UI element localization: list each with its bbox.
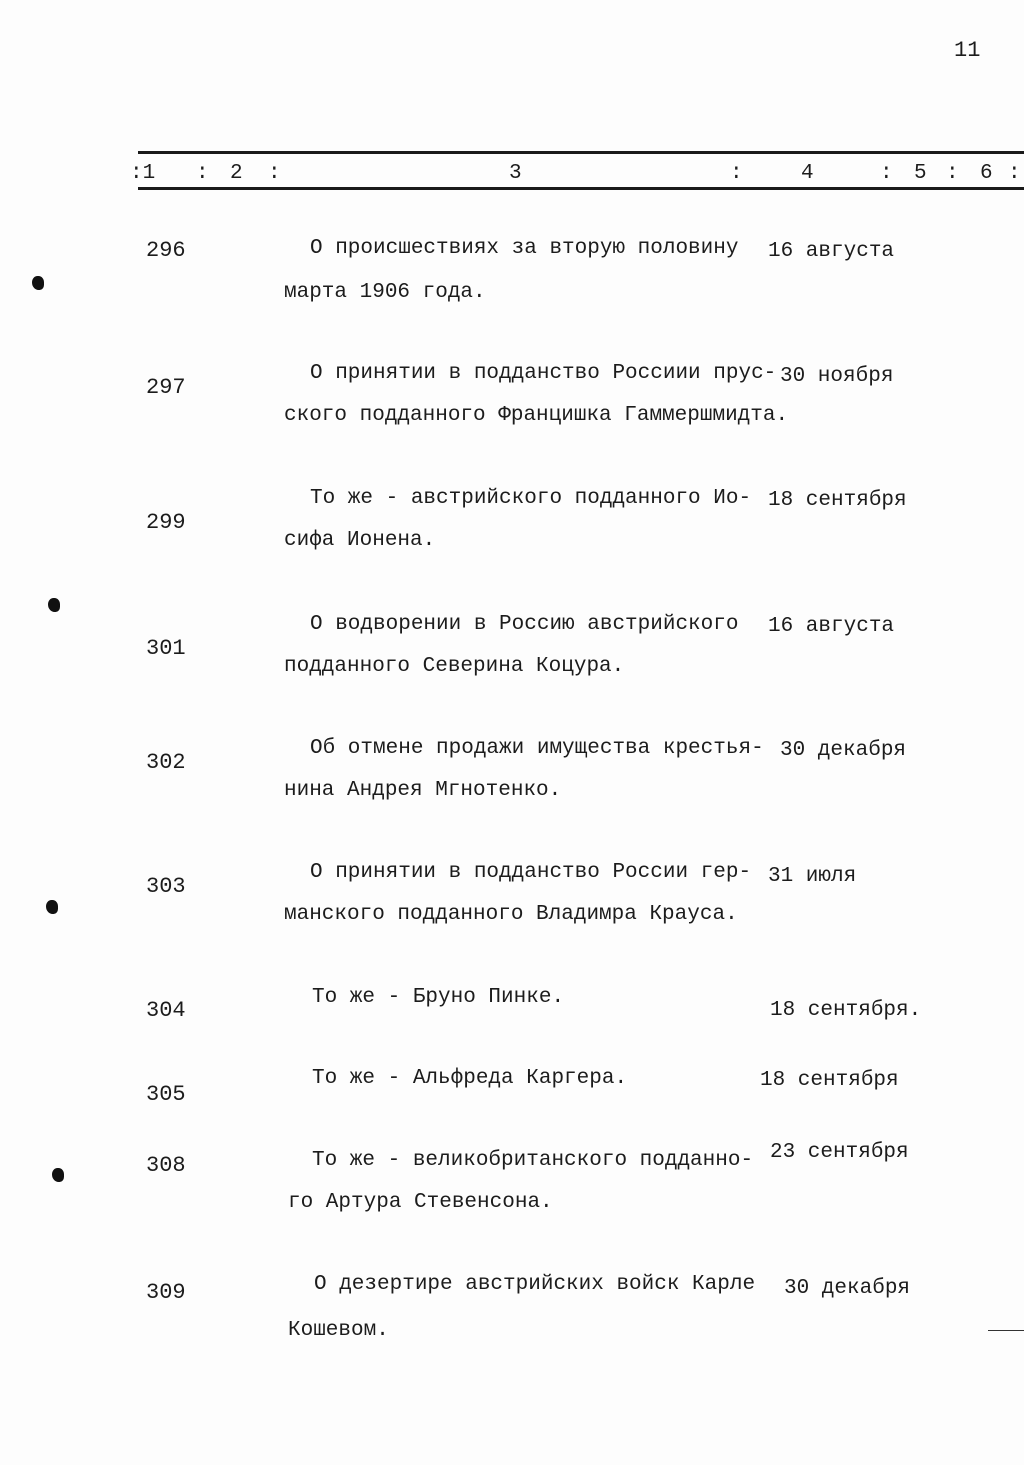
row-number: 302 [146, 750, 186, 775]
row-date: 18 сентября [768, 489, 907, 512]
row-date: 30 ноября [780, 365, 894, 388]
row-title: О водворении в Россию австрийского [310, 613, 739, 636]
punch-hole-mark [48, 598, 60, 612]
row-title-cont: го Артура Стевенсона. [288, 1191, 553, 1214]
col-3-label: 3 [509, 162, 522, 185]
col-separator: : [730, 162, 743, 185]
header-bottom-rule [138, 187, 1024, 190]
col-separator: : [946, 162, 959, 185]
row-date: 16 августа [768, 615, 895, 638]
punch-hole-mark [46, 900, 58, 914]
row-title: О дезертире австрийских войск Карле [314, 1273, 756, 1296]
col-separator: : [268, 162, 281, 185]
row-date: 16 августа [768, 240, 895, 263]
row-title: То же - Альфреда Каргера. [312, 1067, 628, 1090]
row-title-cont: подданного Северина Коцура. [284, 655, 625, 678]
row-title: Об отмене продажи имущества крестья- [310, 737, 764, 760]
col-separator: : [1008, 162, 1021, 185]
row-title: О принятии в подданство России гер- [310, 861, 752, 884]
punch-hole-mark [52, 1168, 64, 1182]
row-date: 30 декабря [784, 1277, 911, 1300]
col-5-label: 5 [914, 162, 927, 185]
row-date: 30 декабря [780, 739, 907, 762]
row-title-cont: сифа Ионена. [284, 529, 436, 552]
row-date: 18 сентября [760, 1069, 899, 1092]
row-title-cont: марта 1906 года. [284, 281, 486, 304]
row-title-cont: нина Андрея Мгнотенко. [284, 779, 562, 802]
header-top-rule [138, 151, 1024, 154]
row-number: 299 [146, 510, 186, 535]
page-number: 11 [954, 38, 981, 63]
row-number: 309 [146, 1280, 186, 1305]
row-title: То же - Бруно Пинке. [312, 986, 565, 1009]
edge-line [988, 1330, 1024, 1331]
row-title: То же - великобританского подданно- [312, 1149, 754, 1172]
row-number: 308 [146, 1153, 186, 1178]
row-date: 23 сентября [770, 1141, 909, 1164]
col-separator: : [196, 162, 209, 185]
row-number: 297 [146, 375, 186, 400]
col-1-label: :1 [130, 162, 156, 185]
row-number: 305 [146, 1082, 186, 1107]
row-title: О происшествиях за вторую половину [310, 237, 739, 260]
row-title-cont: манского подданного Владимра Крауса. [284, 903, 738, 926]
row-title: О принятии в подданство Россиии прус- [310, 362, 777, 385]
col-separator: : [880, 162, 893, 185]
col-2-label: 2 [230, 162, 243, 185]
col-4-label: 4 [801, 162, 814, 185]
row-number: 303 [146, 874, 186, 899]
row-title-cont: Кошевом. [288, 1319, 389, 1342]
punch-hole-mark [32, 276, 44, 290]
row-date: 31 июля [768, 865, 857, 888]
col-6-label: 6 [980, 162, 993, 185]
row-number: 301 [146, 636, 186, 661]
row-number: 304 [146, 998, 186, 1023]
row-title: То же - австрийского подданного Ио- [310, 487, 752, 510]
row-date: 18 сентября. [770, 999, 922, 1022]
row-title-cont: ского подданного Францишка Гаммершмидта. [284, 404, 789, 427]
row-number: 296 [146, 238, 186, 263]
